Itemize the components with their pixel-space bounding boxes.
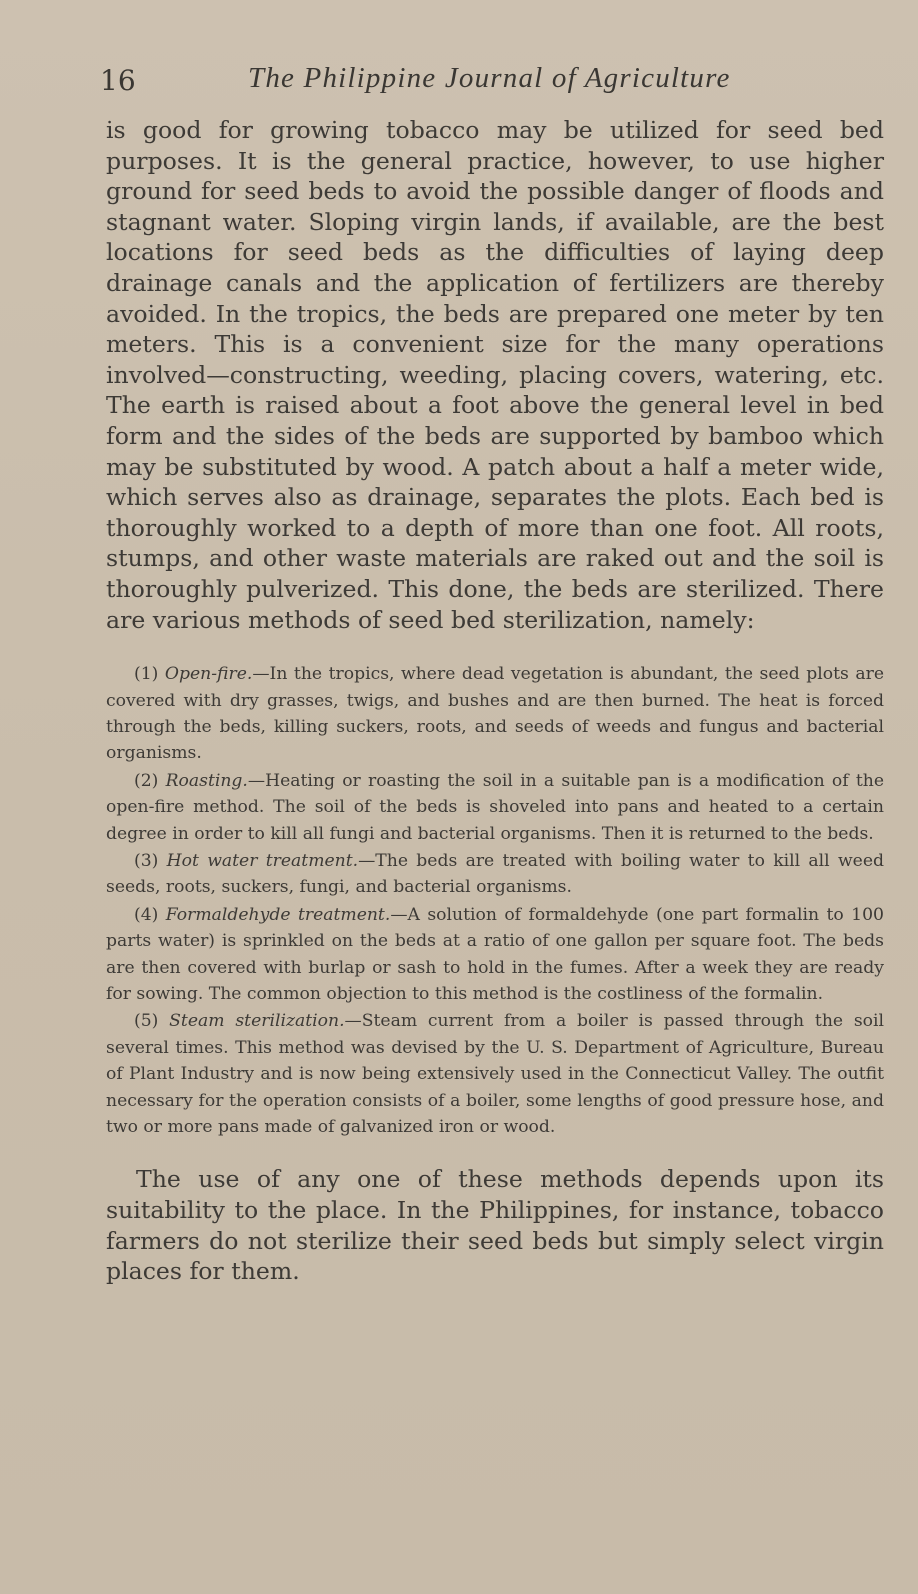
method-term: Hot water treatment. bbox=[166, 850, 359, 871]
journal-title: The Philippine Journal of Agriculture bbox=[248, 62, 731, 94]
running-head bbox=[100, 60, 880, 104]
method-number: (3) bbox=[134, 850, 159, 871]
method-text: —In the tropics, where dead vegetation is abundant, the seed plots are covered with dry grasses, twigs, and bushes and are then burned. The heat is forced through the beds, killing suckers, roots, and seeds of weeds and fungus and bacterial organisms. bbox=[106, 664, 884, 764]
method-steam bbox=[106, 1008, 884, 1140]
method-text: —A solution of formaldehyde (one part formalin to 100 parts water) is sprinkled on the beds at a ratio of one gallon per square foot. The beds are then covered with burlap or sash to hold in the fumes. After a week they are ready for sowing. The common objection to this method is the costliness of the formalin. bbox=[106, 904, 884, 1004]
sterilization-methods-list bbox=[106, 661, 884, 1140]
method-term: Steam sterilization. bbox=[169, 1011, 345, 1032]
method-hot-water bbox=[106, 848, 884, 901]
method-roasting bbox=[106, 768, 884, 847]
method-term: Open-fire. bbox=[164, 664, 253, 685]
method-number: (2) bbox=[134, 770, 159, 791]
method-number: (4) bbox=[134, 904, 159, 925]
method-formaldehyde bbox=[106, 902, 884, 1008]
method-text: —Steam current from a boiler is passed through the soil several times. This method was devised by the U. S. Department of Agriculture, Bureau of Plant Industry and is now being extensively used in the Connecticut Valley. The outfit necessary for the operation consists of a boiler, some lengths of good pressure hose, and two or more pans made of galvanized iron or wood. bbox=[106, 1011, 885, 1137]
page-number: 16 bbox=[100, 64, 136, 97]
body-text bbox=[106, 115, 884, 1287]
method-text: —The beds are treated with boiling water to kill all weed seeds, roots, suckers, fungi, and bacterial organisms. bbox=[106, 850, 885, 898]
method-number: (5) bbox=[134, 1011, 159, 1032]
method-term: Roasting. bbox=[165, 770, 248, 791]
closing-paragraph: The use of any one of these methods depends upon its suitability to the place. In the Philippines, for instance, tobacco farmers do not sterilize their seed beds but simply select virgin places for them. bbox=[106, 1165, 884, 1286]
method-open-fire bbox=[106, 661, 884, 767]
method-term: Formaldehyde treatment. bbox=[165, 904, 391, 925]
main-paragraph: is good for growing tobacco may be utilized for seed bed purposes. It is the general practice, however, to use higher ground for seed beds to avoid the possible danger of floods and stagnant water. Sloping virgin lands, if available, are the best locations for seed beds as the difficulties of laying deep drainage canals and the application of fertilizers are thereby avoided. In the tropics, the beds are prepared one meter by ten meters. This is a convenient size for the many operations involved—constructing, weeding, placing covers, watering, etc. The earth is raised about a foot above the general level in bed form and the sides of the beds are supported by bamboo which may be substituted by wood. A patch about a half a meter wide, which serves also as drainage, separates the plots. Each bed is thoroughly worked to a depth of more than one foot. All roots, stumps, and other waste materials are raked out and the soil is thoroughly pulverized. This done, the beds are sterilized. There are various methods of seed bed sterilization, namely: bbox=[106, 116, 884, 634]
method-text: —Heating or roasting the soil in a suitable pan is a modification of the open-fire method. The soil of the beds is shoveled into pans and heated to a certain degree in order to kill all fungi and bacterial organisms. Then it is returned to the beds. bbox=[106, 770, 884, 844]
method-number: (1) bbox=[134, 664, 159, 685]
